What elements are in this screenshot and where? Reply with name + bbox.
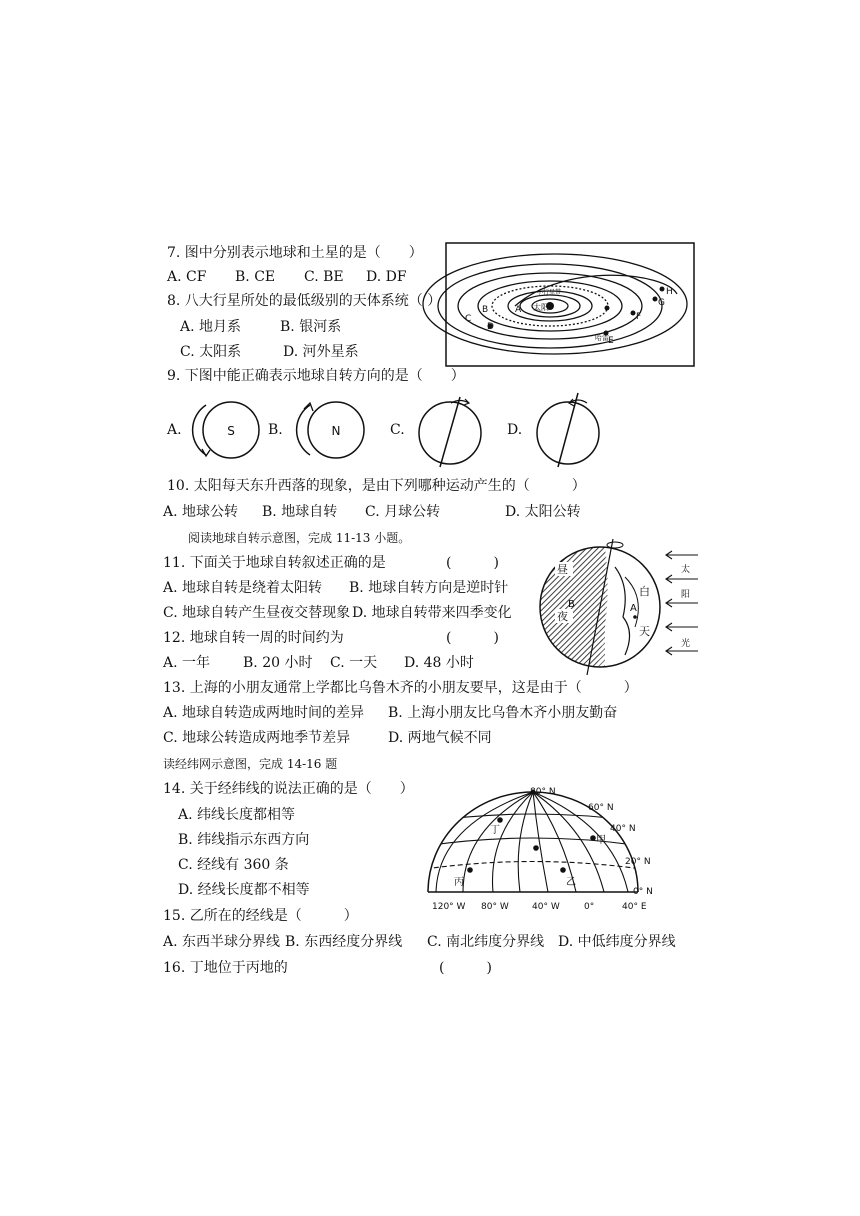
q15-stem: 15. 乙所在的经线是（ ）: [163, 908, 358, 924]
side-label-tian: 天: [639, 625, 650, 638]
rotation-diagram-d: [533, 389, 603, 468]
place-yi: 乙: [566, 877, 576, 888]
south-pole-label: S: [227, 424, 235, 438]
solar-label-e: E: [608, 336, 614, 346]
intro-14-16: 读经纬网示意图，完成 14-16 题: [163, 757, 338, 771]
comet-label: 哈雷: [595, 334, 609, 342]
q12-option-a[interactable]: A. 一年: [163, 655, 211, 671]
q8-option-a[interactable]: A. 地月系: [180, 319, 242, 335]
solar-label-c: C: [465, 314, 472, 324]
earth-rotation-figure: [535, 537, 700, 675]
q13-stem: 13. 上海的小朋友通常上学都比乌鲁木齐的小朋友要早，这是由于（ ）: [163, 680, 638, 696]
place-bing: 丙: [454, 877, 464, 888]
night-label: 夜: [557, 610, 568, 623]
q8-option-b[interactable]: B. 银河系: [280, 319, 342, 335]
q13-option-a[interactable]: A. 地球自转造成两地时间的差异: [163, 705, 365, 721]
q8-option-c[interactable]: C. 太阳系: [180, 344, 242, 360]
solar-label-h: H: [666, 287, 673, 297]
q12-paren: ( ): [446, 630, 499, 646]
q7-stem: 7. 图中分别表示地球和土星的是（ ）: [167, 245, 423, 261]
rotation-diagram-c: [415, 393, 485, 468]
sunlight-label-1: 太: [681, 565, 691, 575]
q15-option-d[interactable]: D. 中低纬度分界线: [558, 934, 676, 950]
sunlight-label-2: 阳: [681, 590, 691, 600]
q10-stem: 10. 太阳每天东升西落的现象，是由下列哪种运动产生的（ ）: [167, 478, 586, 494]
q8-stem: 8. 八大行星所处的最低级别的天体系统（ ）: [167, 293, 442, 309]
q13-option-b[interactable]: B. 上海小朋友比乌鲁木齐小朋友勤奋: [388, 705, 618, 721]
q10-option-d[interactable]: D. 太阳公转: [505, 504, 581, 520]
place-ding: 丁: [490, 825, 500, 836]
lat-label-20n: 20° N: [625, 857, 651, 867]
q9-option-a[interactable]: A.: [167, 422, 182, 438]
lat-label-0n: 0° N: [633, 887, 653, 897]
q7-option-a[interactable]: A. CF: [167, 269, 207, 285]
q12-option-b[interactable]: B. 20 小时: [243, 655, 313, 671]
q14-option-b[interactable]: B. 纬线指示东西方向: [178, 832, 310, 848]
q15-option-b[interactable]: B. 东西经度分界线: [285, 934, 403, 950]
solar-label-g: G: [658, 298, 665, 308]
q14-option-d[interactable]: D. 经线长度都不相等: [178, 882, 310, 898]
north-pole-label: N: [331, 424, 341, 438]
sunlight-label-3: 光: [681, 639, 691, 649]
q7-option-d[interactable]: D. DF: [366, 269, 407, 285]
q11-option-c[interactable]: C. 地球自转产生昼夜交替现象: [163, 605, 351, 621]
q11-option-a[interactable]: A. 地球自转是绕着太阳转: [163, 580, 323, 596]
lat-long-grid-figure: [418, 785, 663, 915]
intro-11-13: 阅读地球自转示意图，完成 11-13 小题。: [188, 531, 411, 545]
q13-option-d[interactable]: D. 两地气候不同: [388, 730, 492, 746]
q10-option-c[interactable]: C. 月球公转: [365, 504, 441, 520]
q11-paren: ( ): [446, 555, 499, 571]
lon-label-40e: 40° E: [622, 902, 647, 912]
rotation-diagram-b: [290, 395, 365, 465]
q12-stem: 12. 地球自转一周的时间约为: [163, 630, 344, 646]
q7-option-b[interactable]: B. CE: [235, 269, 276, 285]
q9-stem: 9. 下图中能正确表示地球自转方向的是（ ）: [167, 368, 465, 384]
q14-stem: 14. 关于经纬线的说法正确的是（ ）: [163, 781, 414, 797]
sun-label: 太阳: [533, 303, 549, 312]
lon-label-80w: 80° W: [481, 902, 509, 912]
q13-option-c[interactable]: C. 地球公转造成两地季节差异: [163, 730, 351, 746]
q15-option-c[interactable]: C. 南北纬度分界线: [427, 934, 545, 950]
q16-paren: ( ): [439, 960, 492, 976]
q9-option-c[interactable]: C.: [390, 422, 405, 438]
lat-label-40n: 40° N: [610, 824, 636, 834]
q12-option-c[interactable]: C. 一天: [330, 655, 378, 671]
q10-option-b[interactable]: B. 地球自转: [262, 504, 338, 520]
day-label-left: 昼: [557, 563, 568, 576]
solar-label-f: F: [636, 312, 642, 322]
lat-label-80n: 80° N: [530, 787, 556, 797]
rotation-diagram-a: [188, 395, 258, 465]
point-a: A: [630, 603, 637, 614]
solar-label-b: B: [482, 305, 489, 315]
lon-label-40w: 40° W: [532, 902, 560, 912]
solar-system-figure: [445, 242, 695, 367]
q14-option-c[interactable]: C. 经线有 360 条: [178, 857, 289, 873]
q16-stem: 16. 丁地位于丙地的: [163, 960, 288, 976]
belt-label: 小行星带: [537, 289, 562, 296]
q14-option-a[interactable]: A. 纬线长度都相等: [178, 807, 296, 823]
q7-option-c[interactable]: C. BE: [304, 269, 344, 285]
lon-label-0: 0°: [584, 902, 595, 912]
solar-label-d: D: [487, 322, 494, 332]
q15-option-a[interactable]: A. 东西半球分界线: [163, 934, 281, 950]
lat-label-60n: 60° N: [588, 803, 614, 813]
q11-option-b[interactable]: B. 地球自转方向是逆时针: [349, 580, 509, 596]
q8-option-d[interactable]: D. 河外星系: [283, 344, 359, 360]
q12-option-d[interactable]: D. 48 小时: [404, 655, 474, 671]
lon-label-120w: 120° W: [432, 902, 466, 912]
place-jia: 甲: [596, 835, 606, 846]
q11-stem: 11. 下面关于地球自转叙述正确的是: [163, 555, 386, 571]
point-b: B: [568, 599, 575, 610]
q10-option-a[interactable]: A. 地球公转: [163, 504, 239, 520]
side-label-bai: 白: [639, 585, 650, 598]
q11-option-d[interactable]: D. 地球自转带来四季变化: [352, 605, 512, 621]
q9-option-b[interactable]: B.: [268, 422, 283, 438]
solar-label-a: A: [515, 305, 522, 315]
q9-option-d[interactable]: D.: [507, 422, 523, 438]
